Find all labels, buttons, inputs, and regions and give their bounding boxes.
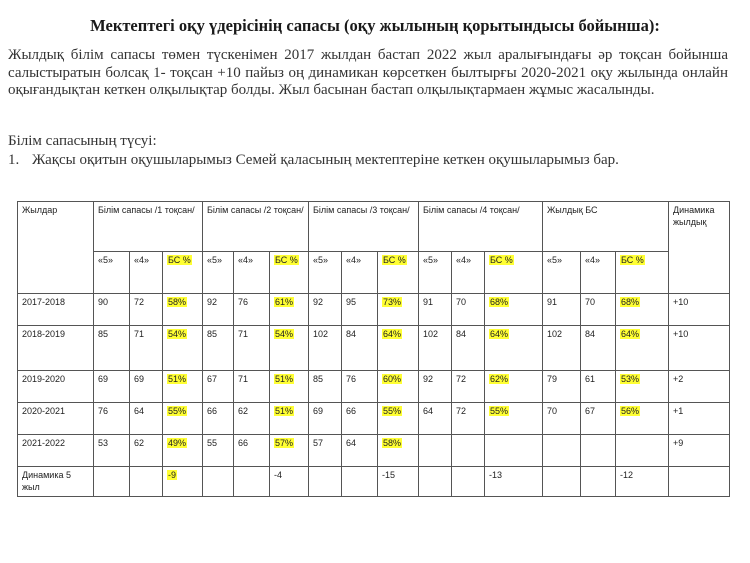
- bs-percent-cell: 58%: [378, 435, 419, 467]
- year-cell: 2020-2021: [18, 403, 94, 435]
- empty-cell: [543, 467, 581, 497]
- header-annual: Жылдық БС: [543, 202, 669, 252]
- count-four-cell: 72: [452, 371, 485, 403]
- list-item-number: 1.: [8, 152, 20, 168]
- subheader-five: «5»: [309, 252, 342, 294]
- count-five-cell: 67: [203, 371, 234, 403]
- count-five-cell: 66: [203, 403, 234, 435]
- bs-percent-cell: 51%: [270, 403, 309, 435]
- count-four-cell: 72: [452, 403, 485, 435]
- bs-percent-cell: 64%: [616, 326, 669, 371]
- header-q2: Білім сапасы /2 тоқсан/: [203, 202, 309, 252]
- empty-cell: [203, 467, 234, 497]
- header-years: Жылдар: [18, 202, 94, 294]
- count-five-cell: 85: [309, 371, 342, 403]
- count-four-cell: 70: [452, 294, 485, 326]
- count-five-cell: 102: [309, 326, 342, 371]
- dynamics-row-label: Динамика 5 жыл: [18, 467, 94, 497]
- list-item-text: Жақсы оқитын оқушыларымыз Семей қаласының мектептеріне кеткен оқушыларымыз бар.: [32, 152, 619, 168]
- bs-percent-cell: 64%: [378, 326, 419, 371]
- count-four-cell: 71: [234, 326, 270, 371]
- header-q4: Білім сапасы /4 тоқсан/: [419, 202, 543, 252]
- count-five-cell: 70: [543, 403, 581, 435]
- bs-percent-cell: 54%: [163, 326, 203, 371]
- count-four-cell: 71: [130, 326, 163, 371]
- table-row: [18, 403, 730, 435]
- dynamics-cell: +9: [669, 435, 730, 467]
- bs-percent-cell: 62%: [485, 371, 543, 403]
- year-cell: 2018-2019: [18, 326, 94, 371]
- subheader-five: «5»: [543, 252, 581, 294]
- bs-percent-cell: 64%: [485, 326, 543, 371]
- count-five-cell: [543, 435, 581, 467]
- bs-percent-cell: 55%: [485, 403, 543, 435]
- dynamics-cell: +1: [669, 403, 730, 435]
- subheader-four: «4»: [234, 252, 270, 294]
- table-row: [18, 326, 730, 371]
- count-four-cell: 71: [234, 371, 270, 403]
- count-four-cell: 66: [234, 435, 270, 467]
- bs-percent-cell: 68%: [485, 294, 543, 326]
- subheader-four: «4»: [581, 252, 616, 294]
- count-five-cell: 102: [419, 326, 452, 371]
- empty-cell: [309, 467, 342, 497]
- dynamics-cell: +2: [669, 371, 730, 403]
- table-row: [18, 435, 730, 467]
- bs-percent-cell: [485, 435, 543, 467]
- bs-percent-cell: 60%: [378, 371, 419, 403]
- empty-cell: [234, 467, 270, 497]
- subheader-bs: БС %: [378, 252, 419, 294]
- year-cell: 2021-2022: [18, 435, 94, 467]
- subheader-bs: БС %: [163, 252, 203, 294]
- subheader-four: «4»: [342, 252, 378, 294]
- count-four-cell: 69: [130, 371, 163, 403]
- bs-percent-cell: 51%: [270, 371, 309, 403]
- empty-cell: [419, 467, 452, 497]
- count-four-cell: 84: [581, 326, 616, 371]
- table-row: [18, 294, 730, 326]
- count-five-cell: 85: [203, 326, 234, 371]
- dynamics-cell: +10: [669, 294, 730, 326]
- bs-percent-cell: 49%: [163, 435, 203, 467]
- dynamics-cell: +10: [669, 326, 730, 371]
- bs-percent-cell: 55%: [163, 403, 203, 435]
- count-four-cell: 76: [234, 294, 270, 326]
- count-five-cell: 55: [203, 435, 234, 467]
- count-four-cell: [581, 435, 616, 467]
- subheader-four: «4»: [130, 252, 163, 294]
- subtitle: Білім сапасының түсуі:: [8, 133, 157, 149]
- table-subheader-row: [18, 252, 730, 294]
- count-five-cell: 69: [309, 403, 342, 435]
- count-five-cell: 79: [543, 371, 581, 403]
- count-four-cell: 84: [342, 326, 378, 371]
- count-four-cell: 62: [130, 435, 163, 467]
- count-four-cell: 61: [581, 371, 616, 403]
- dynamics-value-cell: -4: [270, 467, 309, 497]
- empty-cell: [94, 467, 130, 497]
- count-five-cell: 102: [543, 326, 581, 371]
- count-five-cell: 85: [94, 326, 130, 371]
- table-row: [18, 371, 730, 403]
- quality-table: [17, 201, 730, 497]
- count-four-cell: 70: [581, 294, 616, 326]
- dynamics-value-cell: -13: [485, 467, 543, 497]
- header-q1: Білім сапасы /1 тоқсан/: [94, 202, 203, 252]
- subheader-five: «5»: [419, 252, 452, 294]
- count-four-cell: 62: [234, 403, 270, 435]
- list-item: [8, 152, 738, 170]
- empty-cell: [452, 467, 485, 497]
- count-four-cell: 76: [342, 371, 378, 403]
- count-five-cell: 53: [94, 435, 130, 467]
- count-five-cell: 57: [309, 435, 342, 467]
- dynamics-value-cell: -9: [163, 467, 203, 497]
- count-five-cell: 64: [419, 403, 452, 435]
- count-five-cell: 92: [419, 371, 452, 403]
- bs-percent-cell: 56%: [616, 403, 669, 435]
- year-cell: 2019-2020: [18, 371, 94, 403]
- empty-cell: [342, 467, 378, 497]
- bs-percent-cell: 61%: [270, 294, 309, 326]
- count-five-cell: 91: [543, 294, 581, 326]
- bs-percent-cell: 68%: [616, 294, 669, 326]
- intro-paragraph: Жылдық білім сапасы төмен түскенімен 2017 жылдан бастап 2022 жыл аралығындағы әр тоқсан бойынша салыстыратын болсақ 1- тоқсан +10 пайыз оң динамикан көрсеткен былтырғы 2020-2021 оқу жылында онлайн оқығандықтан кеткен олқылықтар болды. Жыл басынан бастап олқылықтармаен жұмыс жасалынды.: [8, 47, 728, 98]
- count-four-cell: 72: [130, 294, 163, 326]
- subheader-four: «4»: [452, 252, 485, 294]
- subheader-five: «5»: [94, 252, 130, 294]
- page-title: Мектептегі оқу үдерісінің сапасы (оқу жылының қорытындысы бойынша):: [90, 16, 660, 35]
- dynamics-value-cell: -12: [616, 467, 669, 497]
- header-q3: Білім сапасы /3 тоқсан/: [309, 202, 419, 252]
- bs-percent-cell: 57%: [270, 435, 309, 467]
- empty-cell: [581, 467, 616, 497]
- empty-cell: [130, 467, 163, 497]
- count-four-cell: 64: [130, 403, 163, 435]
- table-header-row: [18, 202, 730, 252]
- empty-cell: [669, 467, 730, 497]
- count-four-cell: 66: [342, 403, 378, 435]
- count-four-cell: 84: [452, 326, 485, 371]
- count-five-cell: 76: [94, 403, 130, 435]
- dynamics-value-cell: -15: [378, 467, 419, 497]
- subheader-bs: БС %: [485, 252, 543, 294]
- bs-percent-cell: 54%: [270, 326, 309, 371]
- subheader-five: «5»: [203, 252, 234, 294]
- count-five-cell: 91: [419, 294, 452, 326]
- count-four-cell: 64: [342, 435, 378, 467]
- bs-percent-cell: 73%: [378, 294, 419, 326]
- count-four-cell: [452, 435, 485, 467]
- count-four-cell: 67: [581, 403, 616, 435]
- count-five-cell: 69: [94, 371, 130, 403]
- bs-percent-cell: 55%: [378, 403, 419, 435]
- count-five-cell: 92: [309, 294, 342, 326]
- bs-percent-cell: 51%: [163, 371, 203, 403]
- count-five-cell: [419, 435, 452, 467]
- subheader-bs: БС %: [616, 252, 669, 294]
- count-four-cell: 95: [342, 294, 378, 326]
- bs-percent-cell: 58%: [163, 294, 203, 326]
- bs-percent-cell: 53%: [616, 371, 669, 403]
- count-five-cell: 90: [94, 294, 130, 326]
- dynamics-row: [18, 467, 730, 497]
- count-five-cell: 92: [203, 294, 234, 326]
- header-dynamics: Динамика жылдық: [669, 202, 730, 294]
- year-cell: 2017-2018: [18, 294, 94, 326]
- subheader-bs: БС %: [270, 252, 309, 294]
- bs-percent-cell: [616, 435, 669, 467]
